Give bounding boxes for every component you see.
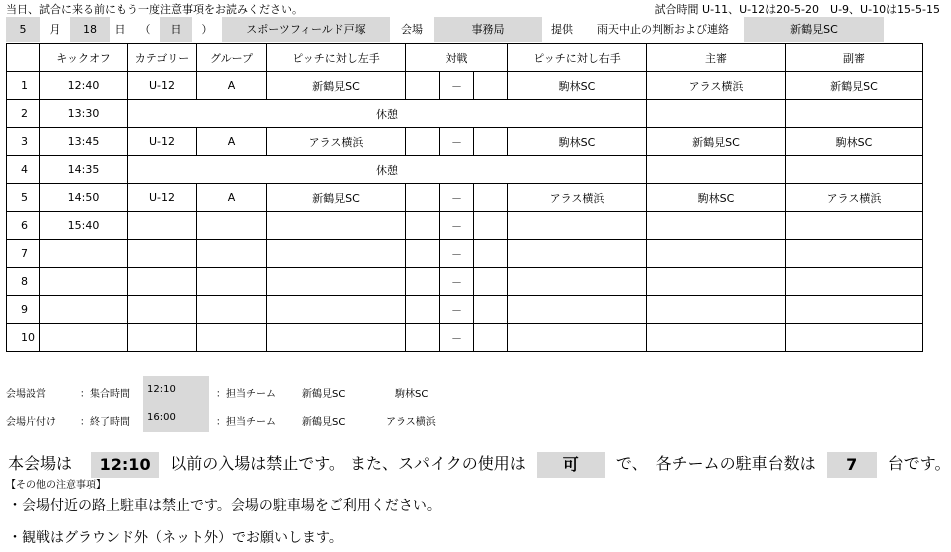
row-right-team: 駒林SC — [508, 72, 647, 100]
parking-count: 7 — [827, 452, 877, 478]
row-assistant: 駒林SC — [786, 128, 923, 156]
entry-rules — [8, 451, 951, 478]
notice-top: 当日、試合に来る前にもう一度注意事項をお読みください。 — [6, 3, 303, 16]
row-left-team — [267, 296, 406, 324]
row-no: 1 — [7, 72, 40, 100]
col-kickoff: キックオフ — [40, 44, 128, 72]
row-category: U-12 — [128, 128, 197, 156]
row-referee — [647, 240, 786, 268]
setup-time-label: ：集合時間 — [80, 389, 130, 400]
col-right-team: ピッチに対し右手 — [508, 44, 647, 72]
rule-parking: ・会場付近の路上駐車は禁止です。会場の駐車場をご利用ください。 — [8, 498, 441, 514]
row-left-team: アラス横浜 — [267, 128, 406, 156]
match-time-note: 試合時間 U-11、U-12は20-5-20 U-9、U-10は15-5-15 — [654, 3, 940, 16]
row-vs-dash: － — [440, 268, 474, 296]
setup-time: 12:10 — [143, 376, 209, 404]
row-vs-left-score — [406, 72, 440, 100]
row-referee — [647, 100, 786, 128]
row-no: 2 — [7, 100, 40, 128]
cleanup-team-1: 新鶴見SC — [302, 417, 346, 428]
row-category — [128, 240, 197, 268]
row-vs-right-score — [474, 240, 508, 268]
col-group: グループ — [197, 44, 267, 72]
row-referee — [647, 268, 786, 296]
provider-label: 提供 — [551, 23, 573, 36]
row-vs-left-score — [406, 240, 440, 268]
row-group: A — [197, 184, 267, 212]
row-vs-dash: － — [440, 212, 474, 240]
day-label: 日 — [114, 23, 126, 36]
row-vs-dash: － — [440, 72, 474, 100]
row-referee: 新鶴見SC — [647, 128, 786, 156]
row-assistant: 新鶴見SC — [786, 72, 923, 100]
row-right-team — [508, 296, 647, 324]
row-right-team — [508, 212, 647, 240]
row-no: 3 — [7, 128, 40, 156]
month-value: 5 — [6, 17, 40, 42]
row-group — [197, 268, 267, 296]
row-group — [197, 240, 267, 268]
row-no: 4 — [7, 156, 40, 184]
entry-text-3: で、 各チームの駐車台数は — [615, 454, 816, 473]
row-kickoff — [40, 296, 128, 324]
entry-text-1: 本会場は — [8, 454, 73, 473]
row-left-team — [267, 268, 406, 296]
col-left-team: ピッチに対し左手 — [267, 44, 406, 72]
cleanup-team-2: アラス横浜 — [386, 417, 436, 428]
rain-label: 雨天中止の判断および連絡 — [597, 23, 729, 36]
row-kickoff — [40, 324, 128, 352]
row-group — [197, 296, 267, 324]
row-no: 5 — [7, 184, 40, 212]
row-right-team — [508, 324, 647, 352]
row-referee — [647, 156, 786, 184]
row-left-team: 新鶴見SC — [267, 72, 406, 100]
row-kickoff: 13:45 — [40, 128, 128, 156]
row-category: U-12 — [128, 72, 197, 100]
col-assistant: 副審 — [786, 44, 923, 72]
row-referee — [647, 296, 786, 324]
table-row — [7, 296, 923, 324]
col-no — [7, 44, 40, 72]
row-category — [128, 212, 197, 240]
paren-open: （ — [139, 23, 151, 36]
table-row — [7, 128, 923, 156]
row-vs-right-score — [474, 128, 508, 156]
table-row — [7, 212, 923, 240]
spike-allowed: 可 — [537, 452, 605, 478]
cleanup-time-label: ：終了時間 — [80, 417, 130, 428]
paren-close: ） — [201, 23, 213, 36]
month-label: 月 — [49, 23, 61, 36]
header-row — [6, 17, 884, 42]
row-vs-left-score — [406, 296, 440, 324]
entry-text-4: 台です。 — [887, 454, 951, 473]
row-break: 休憩 — [128, 100, 647, 128]
day-value: 18 — [70, 17, 110, 42]
setup-team-2: 駒林SC — [395, 389, 429, 400]
row-kickoff: 14:50 — [40, 184, 128, 212]
row-group — [197, 324, 267, 352]
row-referee: 駒林SC — [647, 184, 786, 212]
col-versus: 対戦 — [406, 44, 508, 72]
row-no: 8 — [7, 268, 40, 296]
rule-spectating: ・観戦はグラウンド外（ネット外）でお願いします。 — [8, 530, 343, 546]
row-vs-left-score — [406, 212, 440, 240]
row-vs-right-score — [474, 72, 508, 100]
row-assistant — [786, 156, 923, 184]
col-category: カテゴリー — [128, 44, 197, 72]
row-assistant — [786, 240, 923, 268]
table-header-row — [7, 44, 923, 72]
row-vs-left-score — [406, 128, 440, 156]
row-assistant: アラス横浜 — [786, 184, 923, 212]
rain-contact: 新鶴見SC — [744, 17, 884, 42]
row-referee: アラス横浜 — [647, 72, 786, 100]
row-category: U-12 — [128, 184, 197, 212]
row-vs-dash: － — [440, 184, 474, 212]
table-row — [7, 268, 923, 296]
venue-label: 会場 — [401, 23, 423, 36]
row-left-team — [267, 240, 406, 268]
setup-label: 会場設営 — [6, 389, 46, 400]
entry-time: 12:10 — [91, 452, 159, 478]
row-assistant — [786, 212, 923, 240]
row-vs-right-score — [474, 296, 508, 324]
row-kickoff: 14:35 — [40, 156, 128, 184]
row-vs-dash: － — [440, 128, 474, 156]
row-assistant — [786, 324, 923, 352]
row-vs-dash: － — [440, 296, 474, 324]
row-assistant — [786, 100, 923, 128]
row-break: 休憩 — [128, 156, 647, 184]
row-vs-left-score — [406, 184, 440, 212]
row-left-team — [267, 324, 406, 352]
setup-team-label: ：担当チーム — [216, 389, 276, 400]
table-row — [7, 100, 923, 128]
row-group: A — [197, 72, 267, 100]
table-row — [7, 240, 923, 268]
row-right-team — [508, 240, 647, 268]
row-category — [128, 296, 197, 324]
table-row — [7, 72, 923, 100]
table-row — [7, 156, 923, 184]
row-no: 7 — [7, 240, 40, 268]
row-referee — [647, 324, 786, 352]
weekday-value: 日 — [160, 17, 192, 42]
schedule-table — [6, 43, 923, 352]
row-assistant — [786, 268, 923, 296]
col-referee: 主審 — [647, 44, 786, 72]
row-vs-right-score — [474, 212, 508, 240]
row-vs-dash: － — [440, 324, 474, 352]
row-no: 9 — [7, 296, 40, 324]
row-right-team: アラス横浜 — [508, 184, 647, 212]
row-kickoff — [40, 268, 128, 296]
row-vs-left-score — [406, 268, 440, 296]
row-left-team — [267, 212, 406, 240]
row-kickoff: 15:40 — [40, 212, 128, 240]
entry-text-2: 以前の入場は禁止です。 また、スパイクの使用は — [170, 454, 526, 473]
row-vs-right-score — [474, 268, 508, 296]
row-group — [197, 212, 267, 240]
table-row — [7, 184, 923, 212]
row-kickoff — [40, 240, 128, 268]
row-vs-right-score — [474, 184, 508, 212]
row-vs-right-score — [474, 324, 508, 352]
row-right-team: 駒林SC — [508, 128, 647, 156]
cleanup-time: 16:00 — [143, 404, 209, 432]
row-category — [128, 324, 197, 352]
setup-team-1: 新鶴見SC — [302, 389, 346, 400]
table-row — [7, 324, 923, 352]
cleanup-label: 会場片付け — [6, 417, 56, 428]
row-referee — [647, 212, 786, 240]
row-assistant — [786, 296, 923, 324]
row-right-team — [508, 268, 647, 296]
venue-value: スポーツフィールド戸塚 — [222, 17, 390, 42]
row-kickoff: 12:40 — [40, 72, 128, 100]
office-value: 事務局 — [434, 17, 542, 42]
row-no: 10 — [7, 324, 40, 352]
row-vs-dash: － — [440, 240, 474, 268]
row-kickoff: 13:30 — [40, 100, 128, 128]
row-group: A — [197, 128, 267, 156]
row-vs-left-score — [406, 324, 440, 352]
row-category — [128, 268, 197, 296]
cleanup-team-label: ：担当チーム — [216, 417, 276, 428]
row-left-team: 新鶴見SC — [267, 184, 406, 212]
row-no: 6 — [7, 212, 40, 240]
other-notes-label: 【その他の注意事項】 — [6, 480, 106, 491]
